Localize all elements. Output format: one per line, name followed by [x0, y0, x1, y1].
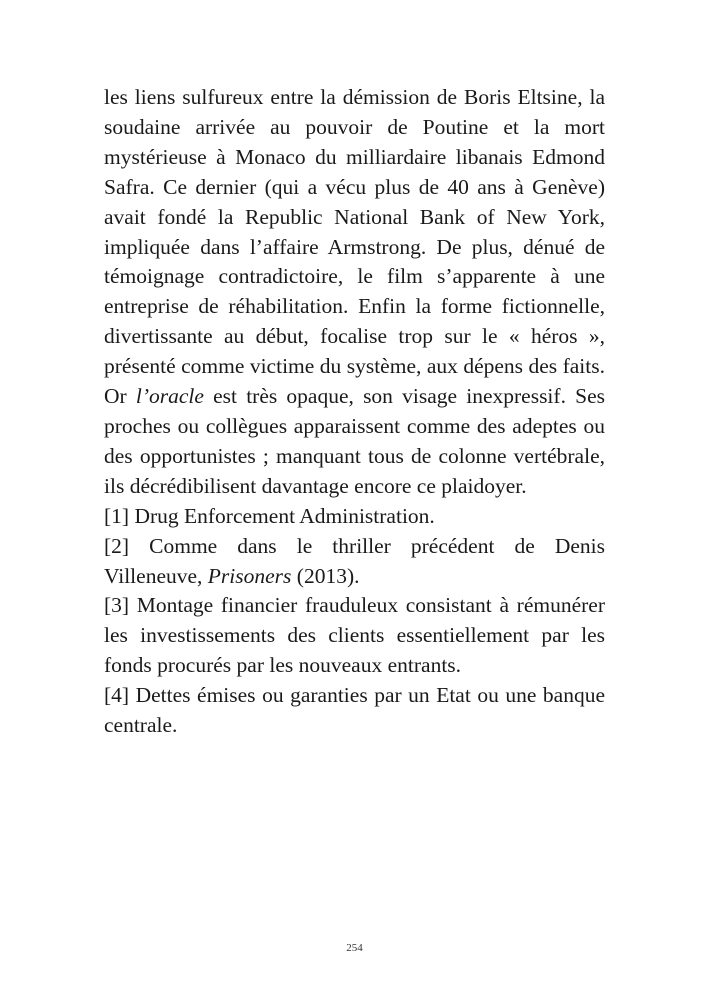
footnote-text: Comme dans le thriller précédent de Denis Villeneuve,	[104, 533, 605, 588]
paragraph-text-part-2: est très opaque, son visage inexpressif. Ses proches ou collègues apparaissent comme des adeptes ou des opportunistes ; manquant tous de colonne vertébrale, ils décrédibilisent davantage encore ce plaidoyer.	[104, 384, 605, 498]
footnote-marker: [4]	[104, 683, 130, 708]
body-paragraph	[104, 83, 605, 502]
page-number: 254	[346, 942, 363, 954]
paragraph-text-part-1: les liens sulfureux entre la démission de Boris Eltsine, la soudaine arrivée au pouvoir de Poutine et la mort mystérieuse à Monaco du milliardaire libanais Edmond Safra. Ce dernier (qui a vécu plus de 40 ans à Genève) avait fondé la Republic National Bank of New York, impliquée dans l’affaire Armstrong. De plus, dénué de témoignage contradictoire, le film s’apparente à une entreprise de réhabilitation. Enfin la forme fictionnelle, divertissante au début, focalise trop sur le « héros », présenté comme victime du système, aux dépens des faits. Or	[104, 85, 605, 409]
italic-title-oracle: l’oracle	[135, 384, 204, 409]
footnote-text-end: (2013).	[291, 563, 360, 588]
page-text-block	[104, 83, 605, 741]
footnote-3	[104, 591, 605, 681]
footnote-marker: [3]	[104, 593, 130, 618]
footnote-2	[104, 532, 605, 592]
footnote-1	[104, 502, 605, 532]
footnote-text: Drug Enforcement Administration.	[129, 503, 435, 528]
footnote-marker: [2]	[104, 533, 130, 558]
footnote-text: Montage financier frauduleux consistant à rémunérer les investissements des clients essentiellement par les fonds procurés par les nouveaux entrants.	[104, 593, 605, 678]
footnote-4	[104, 681, 605, 741]
footnote-text: Dettes émises ou garanties par un Etat ou une banque centrale.	[104, 683, 605, 738]
italic-title-prisoners: Prisoners	[207, 563, 292, 588]
footnote-marker: [1]	[104, 503, 130, 528]
